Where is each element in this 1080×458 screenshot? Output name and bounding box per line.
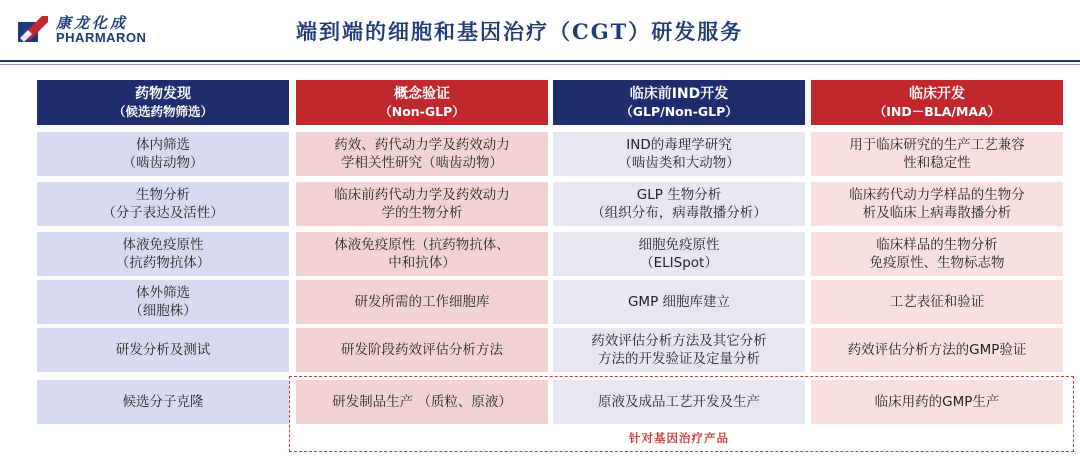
column-header-title: 临床开发 [909,85,965,102]
cell-line: 免疫原性、生物标志物 [869,255,1005,271]
column-header-clinical-development [811,80,1063,125]
header [0,0,1080,62]
service-cell [37,182,289,226]
cell-line: 研发制品生产 （质粒、原液） [332,394,512,410]
cell-line: 药效评估分析方法及其它分析 [591,333,767,349]
service-cell [811,132,1063,176]
service-cell [296,232,548,276]
gene-therapy-footnote: 针对基因治疗产品 [629,431,729,445]
service-cell [296,280,548,324]
column-header-subtitle: （IND－BLA/MAA） [873,103,1001,119]
cell-line: 临床用药的GMP生产 [874,394,1000,410]
page-title: 端到端的细胞和基因治疗（CGT）研发服务 [296,19,744,44]
cell-line: 药效评估分析方法的GMP验证 [847,342,1027,358]
cell-line: 性和稳定性 [903,155,971,171]
service-cell [811,328,1063,372]
logo-chinese-text: 康龙化成 [56,14,129,32]
column-clinical-development [811,80,1063,410]
service-cell [811,182,1063,226]
column-header-subtitle: （GLP/Non-GLP） [620,103,738,119]
cell-line: GLP 生物分析 [636,187,722,203]
service-cell [37,328,289,372]
service-cell [553,132,805,176]
header-divider-thin [0,64,1080,65]
cell-line: 细胞免疫原性 [638,237,720,253]
column-header-title: 概念验证 [394,85,450,102]
cell-line: 用于临床研究的生产工艺兼容 [849,137,1025,153]
cell-line: （啮齿动物） [122,155,204,171]
pharmaron-logo-icon [18,14,50,42]
cell-line: 析及临床上病毒散播分析 [862,205,1012,221]
header-divider [0,60,1080,62]
column-header-subtitle: （Non-GLP） [379,103,465,119]
cell-line: （分子表达及活性） [102,205,224,221]
column-header-proof-of-concept [296,80,548,125]
service-cell [811,280,1063,324]
cell-line: （啮齿类和大动物） [618,155,740,171]
service-cell [553,232,805,276]
cell-line: 临床前药代动力学及药效动力 [334,187,510,203]
service-cell [37,132,289,176]
column-header-subtitle: （候选药物筛选） [112,103,213,119]
column-header-drug-discovery [37,80,289,125]
logo-english-text: PHARMARON [56,30,147,45]
cell-line: （ELISpot） [640,255,718,271]
service-cell [553,280,805,324]
cell-line: 研发阶段药效评估分析方法 [341,342,503,358]
column-header-title: 药物发现 [135,85,191,102]
cell-line: （抗药物抗体） [115,255,211,271]
cell-line: 临床药代动力学样品的生物分 [849,187,1025,203]
cell-line: （细胞株） [129,303,197,319]
cell-line: 体液免疫原性（抗药物抗体、 [334,237,510,253]
cell-line: GMP 细胞库建立 [627,294,731,310]
cell-line: 方法的开发验证及定量分析 [598,351,760,367]
service-cell [296,182,548,226]
cell-line: 原液及成品工艺开发及生产 [598,394,760,410]
cell-line: 生物分析 [136,187,190,203]
cell-line: 体内筛选 [136,137,190,153]
cell-line: 学的生物分析 [381,205,463,221]
service-cell [37,380,289,424]
cell-line: 学相关性研究（啮齿动物） [341,155,503,171]
cell-line: 临床样品的生物分析 [876,237,998,253]
service-cell [553,182,805,226]
service-cell [37,232,289,276]
column-drug-discovery [37,80,289,410]
company-logo [18,12,168,46]
column-proof-of-concept [296,80,548,410]
cell-line: 体液免疫原性 [122,237,204,253]
service-cell [811,232,1063,276]
cell-line: 研发所需的工作细胞库 [354,294,490,310]
cell-line: 候选分子克隆 [122,394,204,410]
cell-line: 研发分析及测试 [115,342,211,358]
cell-line: （组织分布，病毒散播分析） [591,205,767,221]
cell-line: IND的毒理学研究 [626,137,732,153]
service-cell [296,132,548,176]
cell-line: 工艺表征和验证 [889,294,985,310]
service-cell [37,280,289,324]
column-preclinical-ind [553,80,805,410]
column-header-preclinical-ind [553,80,805,125]
cell-line: 药效、药代动力学及药效动力 [334,137,510,153]
service-cell [296,328,548,372]
service-cell [553,328,805,372]
cell-line: 中和抗体） [388,255,456,271]
cell-line: 体外筛选 [136,285,190,301]
column-header-title: 临床前IND开发 [629,85,729,102]
